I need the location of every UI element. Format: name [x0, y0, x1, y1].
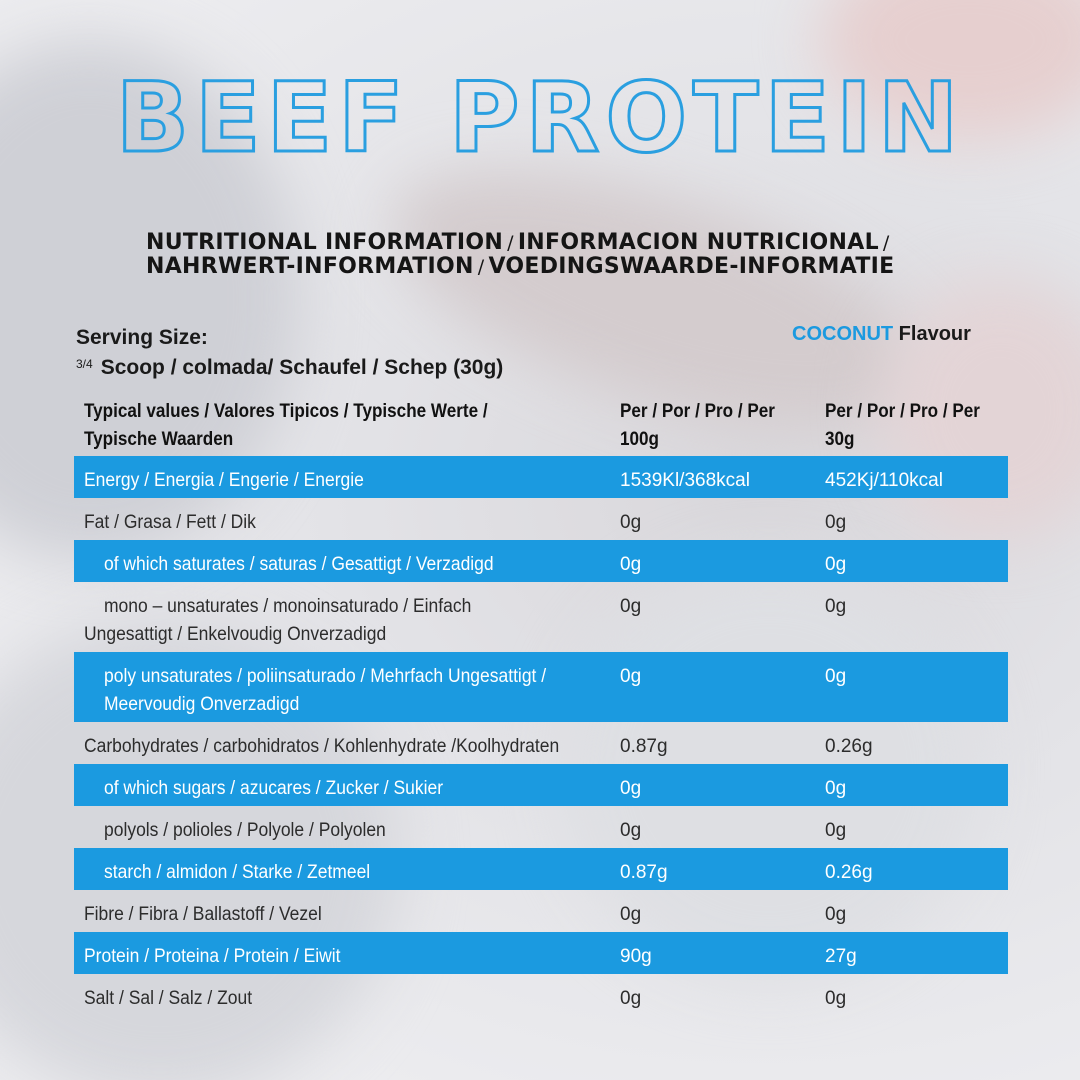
row-per30: 0.26g [825, 736, 873, 757]
row-per30: 0g [825, 596, 847, 617]
row-label: Carbohydrates / carbohidratos / Kohlenhydrate /Koolhydraten [84, 736, 560, 757]
table-row [74, 652, 1008, 722]
row-label: Fibre / Fibra / Ballastoff / Vezel [84, 904, 322, 925]
row-per30: 452Kj/110kcal [825, 470, 943, 491]
row-per100: 90g [620, 946, 652, 967]
flavour-suffix: Flavour [898, 323, 971, 345]
row-per100: 0.87g [620, 736, 668, 757]
heading-separator: / [477, 256, 485, 278]
row-per100: 0g [620, 778, 642, 799]
row-per100: 0g [620, 596, 642, 617]
row-per100: 0g [620, 512, 642, 533]
heading-separator: / [882, 232, 890, 254]
table-row [74, 890, 1008, 932]
serving-text: Scoop / colmada/ Schaufel / Schep (30g) [100, 356, 504, 379]
serving-fraction: 3/4 [76, 357, 93, 371]
row-label: Energy / Energia / Engerie / Energie [84, 470, 364, 491]
table-row [74, 540, 1008, 582]
serving-size-label: Serving Size: [76, 326, 208, 349]
row-per30: 0g [825, 666, 847, 687]
row-label: of which sugars / azucares / Zucker / Sukier [104, 778, 444, 799]
table-row [74, 722, 1008, 764]
row-per100: 1539Kl/368kcal [620, 470, 750, 491]
row-per30: 0g [825, 904, 847, 925]
heading-spanish: INFORMACION NUTRICIONAL [517, 230, 879, 255]
heading-german: NAHRWERT-INFORMATION [146, 254, 474, 279]
row-per100: 0.87g [620, 862, 668, 883]
row-per100: 0g [620, 666, 642, 687]
row-per30: 0g [825, 512, 847, 533]
row-per30: 27g [825, 946, 857, 967]
row-per30: 0g [825, 988, 847, 1009]
table-row [74, 848, 1008, 890]
row-label: Salt / Sal / Salz / Zout [84, 988, 253, 1009]
table-row [74, 806, 1008, 848]
nutrition-heading [146, 231, 966, 279]
table-row [74, 974, 1008, 1016]
table-row [74, 764, 1008, 806]
heading-dutch: VOEDINGSWAARDE-INFORMATIE [488, 254, 895, 279]
table-row [74, 456, 1008, 498]
row-per100: 0g [620, 554, 642, 575]
table-header [74, 398, 1008, 456]
row-label: polyols / polioles / Polyole / Polyolen [104, 820, 386, 841]
row-per100: 0g [620, 904, 642, 925]
table-row [74, 498, 1008, 540]
row-per30: 0g [825, 778, 847, 799]
row-label: mono – unsaturates / monoinsaturado / Einfach [104, 596, 472, 617]
row-label: Protein / Proteina / Protein / Eiwit [84, 946, 341, 967]
row-label: of which saturates / saturas / Gesattigt / Verzadigd [104, 554, 494, 575]
row-label-continued: Ungesattigt / Enkelvoudig Onverzadigd [84, 624, 387, 645]
nutrition-table [74, 398, 1008, 1016]
table-row [74, 582, 1008, 652]
heading-english: NUTRITIONAL INFORMATION [146, 230, 504, 255]
heading-separator: / [507, 232, 514, 254]
row-label: poly unsaturates / poliinsaturado / Mehrfach Ungesattigt / [104, 666, 547, 687]
flavour-label [792, 323, 971, 346]
row-label: starch / almidon / Starke / Zetmeel [104, 862, 371, 883]
row-per100: 0g [620, 988, 642, 1009]
row-label: Fat / Grasa / Fett / Dik [84, 512, 256, 533]
table-row [74, 932, 1008, 974]
row-per100: 0g [620, 820, 642, 841]
row-per30: 0g [825, 554, 847, 575]
row-per30: 0g [825, 820, 847, 841]
serving-size-value [76, 356, 503, 380]
header-per-100g: Per / Por / Pro / Per 100g [620, 401, 775, 450]
row-label-continued: Meervoudig Onverzadigd [104, 694, 300, 715]
header-typical-values: Typical values / Valores Tipicos / Typische Werte / Typische Waarden [84, 401, 488, 450]
row-per30: 0.26g [825, 862, 873, 883]
flavour-name: COCONUT [792, 323, 894, 345]
header-per-30g: Per / Por / Pro / Per 30g [825, 401, 980, 450]
product-title: BEEF PROTEIN [115, 62, 965, 174]
